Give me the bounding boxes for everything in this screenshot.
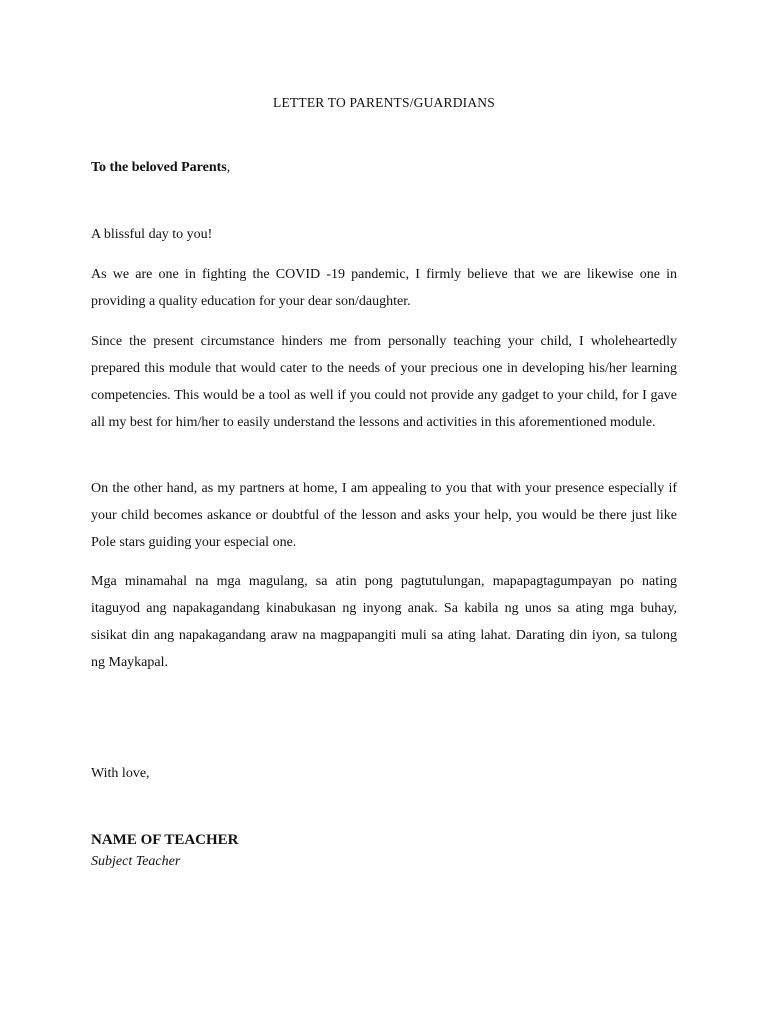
salutation-comma: , — [226, 160, 231, 175]
salutation — [91, 160, 230, 176]
paragraph-2: Since the present circumstance hinders me from personally teaching your child, I wholeheartedly prepared this module that would cater to the needs of your precious one in developing his/her learning competencies. This would be a tool as well if you could not provide any gadget to your child, for I gave all my best for him/her to easily understand the lessons and activities in this aforementioned module. — [91, 334, 677, 430]
salutation-text: To the beloved Parents — [91, 160, 227, 175]
paragraph-1: As we are one in fighting the COVID -19 pandemic, I firmly believe that we are likewise one in providing a quality education for your dear son/daughter. — [91, 267, 677, 309]
letter-title: LETTER TO PARENTS/GUARDIANS — [273, 95, 495, 110]
signature-title: Subject Teacher — [91, 854, 181, 869]
paragraph-4: Mga minamahal na mga magulang, sa atin pong pagtutulungan, mapapagtagumpayan po nating itaguyod ang napakagandang kinabukasan ng inyong anak. Sa kabila ng unos sa ating mga buhay, sisikat din ang napakagandang araw na magpapangiti muli sa ating lahat. Darating din iyon, sa tulong ng Maykapal. — [91, 574, 677, 670]
greeting: A blissful day to you! — [91, 227, 213, 242]
signature-name: NAME OF TEACHER — [91, 832, 239, 848]
paragraph-3: On the other hand, as my partners at home, I am appealing to you that with your presence especially if your child becomes askance or doubtful of the lesson and asks your help, you would be there just like Pole stars guiding your especial one. — [91, 481, 677, 550]
closing: With love, — [91, 766, 150, 781]
